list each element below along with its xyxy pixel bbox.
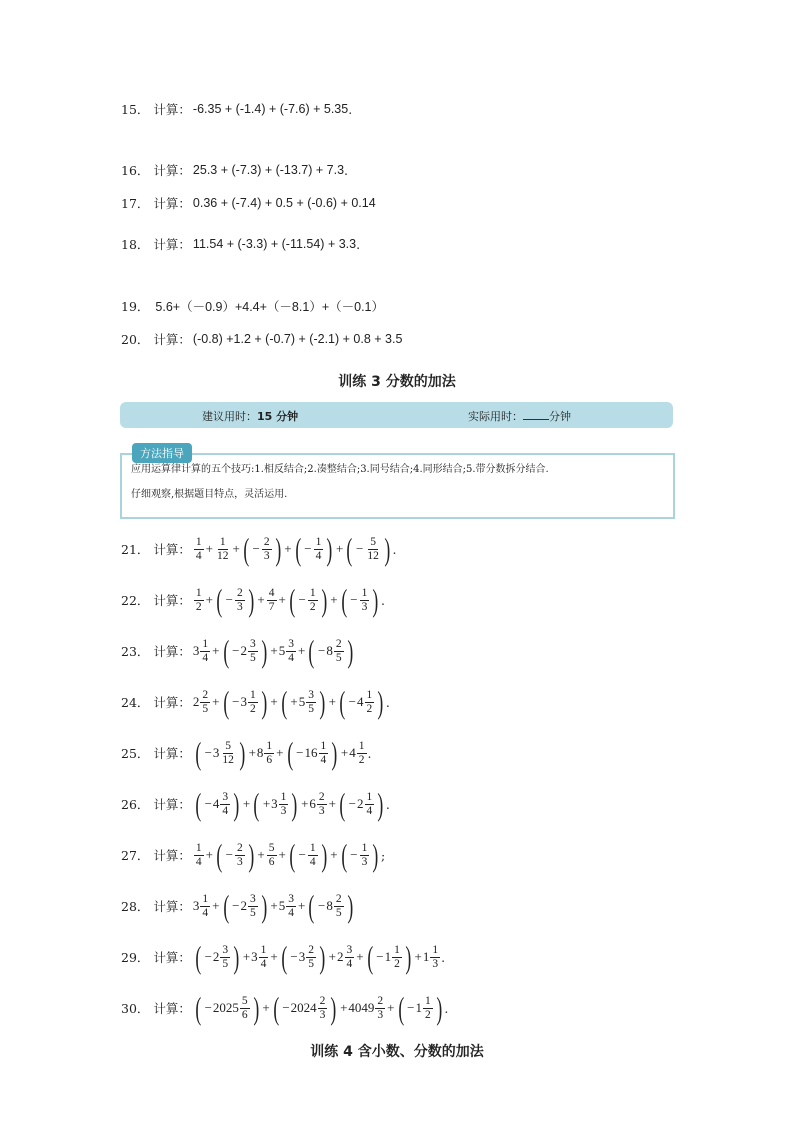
problem-expression: ( − 4 3 4 ) + ( + 3 1 3 ) + 6 2 3 + ( − 2 1 4 ) (195, 786, 384, 822)
suggested-time-label: 建议用时： (202, 410, 257, 423)
problem-label: 计算： (153, 797, 191, 812)
problem-number: 25． (121, 746, 150, 761)
problem-label: 计算： (153, 848, 191, 863)
problem-tail: . (356, 236, 361, 252)
problem-expression: 5.6+（－0.9）+4.4+（－8.1）+（－0.1） (155, 300, 384, 314)
problem-expression: 1 4 + $\frac{1}{12}$ + ( − $\frac{2}{3}$ ) + ( − $\frac{1}{4}$ ) + ( − $\frac{5}{12}$ ) (195, 531, 391, 567)
problem-label: 计算： (153, 196, 191, 211)
problem-21 (121, 533, 397, 565)
problem-tail: . (392, 541, 397, 557)
problem-tail: . (344, 162, 349, 178)
problem-27 (121, 839, 385, 871)
problem-30 (121, 992, 448, 1024)
problem-expression: (-0.8) +1.2 + (-0.7) + (-2.1) + 0.8 + 3.5 (192, 332, 403, 346)
problem-expression: 1 4 + ( − $\frac{2}{3}$ ) + $\frac{5}{6}$ + ( − $\frac{1}{4}$ ) + ( − $\frac{1}{3}$ ) (195, 837, 379, 873)
problem-expression: 11.54 + (-3.3) + (-11.54) + 3.3 (192, 237, 357, 251)
problem-label: 计算： (153, 899, 191, 914)
problem-15 (121, 100, 352, 118)
problem-expression: ( − 2 3 5 ) + 3 1 4 + ( − 3 2 5 ) + 2 3 4 + ( − 1 1 2 ) + 1 1 3 (195, 939, 439, 975)
problem-label: 计算： (153, 542, 191, 557)
problem-number: 23． (121, 644, 150, 659)
problem-label: 计算： (153, 695, 191, 710)
problem-label: 计算： (153, 644, 191, 659)
problem-label: 计算： (153, 593, 191, 608)
problem-number: 24． (121, 695, 150, 710)
problem-tail: . (367, 745, 372, 761)
problem-expression: ( − 3 5 12 ) + 8 1 6 + ( − 16 1 4 ) + 4 1 2 (195, 735, 365, 771)
problem-number: 17． (121, 196, 150, 211)
actual-time-unit: 分钟 (549, 410, 571, 423)
problem-number: 30． (121, 1001, 150, 1016)
actual-time-blank[interactable] (523, 409, 549, 420)
problem-label: 计算： (153, 237, 191, 252)
problem-expression: 3 1 4 + ( − 2 3 5 ) + 5 3 4 + ( − 8 2 5 ) (192, 888, 353, 924)
problem-expression: -6.35 + (-1.4) + (-7.6) + 5.35 (192, 102, 349, 116)
problem-23 (121, 635, 355, 667)
section-title: 训练 4 含小数、分数的加法 (310, 1044, 484, 1060)
section-title: 训练 3 分数的加法 (338, 374, 456, 390)
suggested-time (202, 408, 298, 424)
problem-number: 16． (121, 163, 150, 178)
problem-tail: . (441, 949, 446, 965)
problem-tail: . (385, 796, 390, 812)
problem-number: 26． (121, 797, 150, 812)
problem-expression: 3 1 4 + ( − 2 3 5 ) + 5 3 4 + ( − 8 2 5 ) (192, 633, 353, 669)
problem-18 (121, 235, 360, 253)
problem-number: 28． (121, 899, 150, 914)
problem-28 (121, 890, 355, 922)
problem-number: 29． (121, 950, 150, 965)
problem-tail: . (348, 101, 353, 117)
problem-expression: 0.36 + (-7.4) + 0.5 + (-0.6) + 0.14 (192, 196, 376, 210)
problem-label: 计算： (153, 102, 191, 117)
problem-29 (121, 941, 445, 973)
problem-label: 计算： (153, 950, 191, 965)
problem-label: 计算： (153, 746, 191, 761)
problem-26 (121, 788, 390, 820)
problem-number: 15． (121, 102, 150, 117)
problem-17 (121, 194, 376, 212)
problem-24 (121, 686, 390, 718)
problem-tail: . (385, 694, 390, 710)
problem-number: 18． (121, 237, 150, 252)
method-text-line2: 仔细观察,根据题目特点，灵活运用. (131, 489, 288, 500)
problem-number: 20． (121, 332, 150, 347)
problem-expression: ( − 2025 5 6 ) + ( − 2024 2 3 ) + 4049 2 3 + ( − 1 1 2 ) (195, 990, 443, 1026)
problem-tail: . (444, 1000, 449, 1016)
problem-expression: 1 2 + ( − $\frac{2}{3}$ ) + $\frac{4}{7}$ + ( − $\frac{1}{2}$ ) + ( − $\frac{1}{3}$ ) (195, 582, 379, 618)
problem-expression: 2 2 5 + ( − 3 1 2 ) + ( + 5 3 5 ) + ( − 4 1 2 ) (192, 684, 384, 720)
problem-label: 计算： (153, 163, 191, 178)
problem-label: 计算： (153, 332, 191, 347)
method-text-line1: 应用运算律计算的五个技巧:1.相反结合;2.凑整结合;3.同号结合;4.同形结合;5.带分数拆分结合. (131, 464, 549, 475)
problem-22 (121, 584, 385, 616)
problem-number: 19． (121, 299, 150, 314)
actual-time (468, 408, 571, 424)
problem-number: 27． (121, 848, 150, 863)
problem-25 (121, 737, 372, 769)
problem-number: 21． (121, 542, 150, 557)
problem-tail: . (381, 592, 385, 608)
problem-tail: ; (381, 847, 386, 863)
problem-16 (121, 161, 348, 179)
method-tag: 方法指导 (132, 443, 192, 463)
problem-19 (121, 297, 384, 315)
problem-expression: 25.3 + (-7.3) + (-13.7) + 7.3 (192, 163, 345, 177)
problem-20 (121, 330, 402, 348)
time-bar (120, 402, 673, 428)
actual-time-label: 实际用时： (468, 410, 523, 423)
problem-number: 22． (121, 593, 150, 608)
problem-label: 计算： (153, 1001, 191, 1016)
suggested-time-value: 15 分钟 (257, 410, 299, 423)
